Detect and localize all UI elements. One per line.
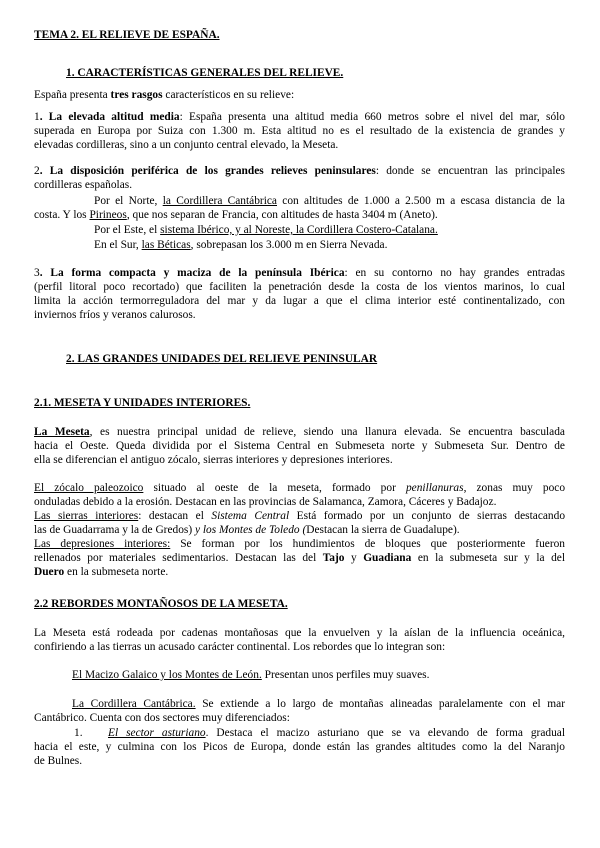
rebordes-line-1: La Meseta está rodeada por cadenas montañosas que la envuelven y la aíslan de la influencia oceánica, <box>34 627 565 639</box>
point-1-line-2: superada en Europa por Suiza con 1.300 m. Esta altitud no es el resultado de la existencia de grandes y <box>34 125 565 137</box>
point-1-line-3: elevadas cordilleras, sino a un conjunto central elevado, la Meseta. <box>34 139 339 151</box>
section-1-heading: 1. CARACTERÍSTICAS GENERALES DEL RELIEVE. <box>66 67 344 79</box>
sector-asturiano-line-2: hacia el este, y culmina con los Picos de Europa, donde están las grandes altitudes como la del Naranjo <box>34 741 565 753</box>
zocalo-line-1: El zócalo paleozoico situado al oeste de la meseta, formado por penillanuras, zonas muy poco <box>34 482 566 494</box>
point-3-line-2: (perfil litoral poco recortado) que faciliten la penetración desde la costa de los vientos marinos, lo cual <box>34 281 565 293</box>
rebordes-line-2: confiriendo a las tierras un acusado carácter continental. Los rebordes que lo integran son: <box>34 641 446 653</box>
item-cordillera-cantabrica-line-1: La Cordillera Cantábrica. Se extiende a lo largo de montañas alineadas paralelamente con el mar <box>72 698 565 710</box>
depresiones-line-1: Las depresiones interiores: Se forman por los hundimientos de bloques que posteriormente fueron <box>34 538 566 550</box>
sector-asturiano-line-3: de Bulnes. <box>34 755 83 767</box>
section-2-heading: 2. LAS GRANDES UNIDADES DEL RELIEVE PENINSULAR <box>66 353 378 365</box>
sierras-line-1: Las sierras interiores: destacan el Sistema Central Está formado por un conjunto de sierras destacando <box>34 510 566 522</box>
depresiones-line-3: Duero en la submeseta norte. <box>34 566 169 578</box>
point-2-line-2: cordilleras españolas. <box>34 179 133 191</box>
subsection-2-1-heading: 2.1. MESETA Y UNIDADES INTERIORES. <box>34 397 251 409</box>
meseta-line-1: La Meseta, es nuestra principal unidad de relieve, siendo una llanura elevada. Se encuentra basculada <box>34 426 565 438</box>
meseta-line-3: ella se diferencian el antiguo zócalo, sierras interiores y depresiones interiores. <box>34 454 393 466</box>
sierras-line-2: las de Guadarrama y la de Gredos) y los Montes de Toledo (Destacan la sierra de Guadalupe). <box>34 524 460 536</box>
bullet-north-line-2: costa. Y los Pirineos, que nos separan de Francia, con altitudes de hasta 3404 m (Aneto). <box>34 209 438 221</box>
zocalo-line-2: onduladas debido a la erosión. Destacan en las provincias de Salamanca, Zamora, Cáceres y Badajoz. <box>34 496 497 508</box>
point-3-line-4: inviernos fríos y veranos calurosos. <box>34 309 196 321</box>
point-3-line-3: limita la acción termorreguladora del mar y da lugar a que el clima interior esté continentalizado, con <box>34 295 565 307</box>
subsection-2-2-heading: 2.2 REBORDES MONTAÑOSOS DE LA MESETA. <box>34 598 288 610</box>
point-1-line-1: 1. La elevada altitud media: España presenta una altitud media 660 metros sobre el nivel del mar, sólo <box>34 111 566 123</box>
meseta-line-2: hacia el Oeste. Queda dividida por el Sistema Central en Submeseta norte y Submeseta Sur. Dentro de <box>34 440 565 452</box>
item-macizo-galaico: El Macizo Galaico y los Montes de León. Presentan unos perfiles muy suaves. <box>72 669 430 681</box>
depresiones-line-2: rellenados por materiales sedimentarios. Destacan las del Tajo y Guadiana en la submeseta sur y la del <box>34 552 565 564</box>
document-title: TEMA 2. EL RELIEVE DE ESPAÑA. <box>34 29 220 41</box>
item-cordillera-cantabrica-line-2: Cantábrico. Cuenta con dos sectores muy diferenciados: <box>34 712 290 724</box>
bullet-east: Por el Este, el sistema Ibérico, y al Noreste, la Cordillera Costero-Catalana. <box>94 224 438 236</box>
point-3-line-1: 3. La forma compacta y maciza de la península Ibérica: en su contorno no hay grandes entradas <box>34 267 565 279</box>
sector-asturiano-line-1: 1. El sector asturiano. Destaca el macizo asturiano que se va elevando de forma gradual <box>74 727 566 739</box>
intro-line: España presenta tres rasgos característicos en su relieve: <box>34 89 295 101</box>
point-2-line-1: 2. La disposición periférica de los grandes relieves peninsulares: donde se encuentran las principales <box>34 165 565 177</box>
bullet-north-line-1: Por el Norte, la Cordillera Cantábrica con altitudes de 1.000 a 2.500 m a escasa distancia de la <box>94 195 565 207</box>
bullet-south: En el Sur, las Béticas, sobrepasan los 3.000 m en Sierra Nevada. <box>94 239 388 251</box>
